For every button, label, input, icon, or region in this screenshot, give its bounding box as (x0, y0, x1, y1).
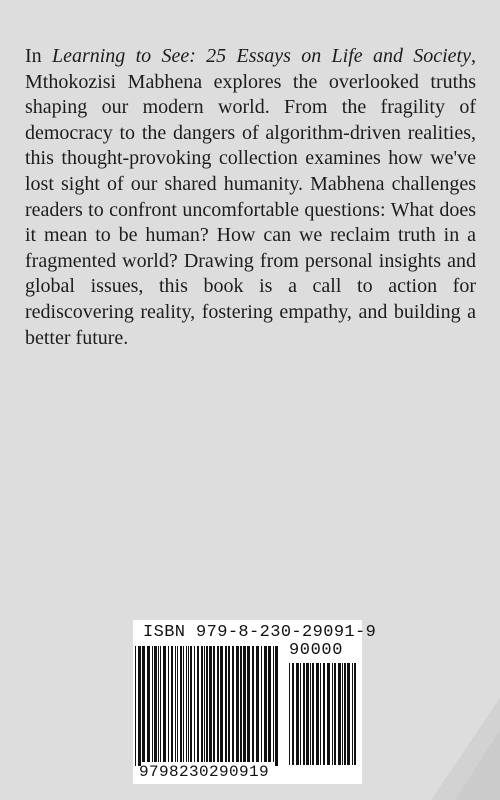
barcode-bar (142, 646, 145, 762)
barcode-bar (213, 646, 215, 762)
barcode-bar (306, 663, 309, 765)
barcode-bar (204, 646, 205, 762)
barcode-bar (310, 663, 311, 765)
blurb-intro: In (25, 45, 52, 67)
barcode-bar (292, 663, 294, 765)
barcode-bar (180, 646, 182, 762)
barcode-bar (186, 646, 187, 762)
ean-digits: 9798230290919 (139, 763, 270, 781)
barcode-bar (158, 646, 159, 762)
triangle-logo-icon (431, 690, 500, 800)
barcode-bar (312, 663, 314, 765)
barcode-bar (261, 646, 262, 762)
barcode-bar (209, 646, 212, 762)
barcode-bar (197, 646, 199, 762)
barcode-bar (175, 646, 176, 762)
barcode-bar (275, 646, 278, 766)
barcode-bar (190, 646, 192, 762)
barcode-bar (201, 646, 203, 762)
barcode-bar (138, 646, 141, 766)
barcode-bar (338, 663, 341, 765)
isbn-label: ISBN 979-8-230-29091-9 (143, 623, 377, 642)
barcode-bar (168, 646, 169, 762)
barcode-bar (247, 646, 250, 762)
barcode-bar (303, 663, 305, 765)
barcode-bar (177, 646, 178, 762)
barcode-bar (154, 646, 157, 762)
barcode-bar (273, 646, 274, 762)
barcode-bar (252, 646, 254, 762)
barcode-bar (225, 646, 227, 762)
barcode-bar (147, 646, 150, 762)
barcode-bar (264, 646, 267, 762)
barcode-bar (152, 646, 153, 762)
barcode-bar (289, 663, 290, 765)
barcode-bar (220, 646, 223, 762)
barcode-bar (268, 646, 271, 762)
barcode-icon (135, 646, 281, 766)
barcode-bar (135, 646, 136, 766)
barcode-bar (323, 663, 325, 765)
barcode-bar (243, 646, 246, 762)
barcode-bar (342, 663, 343, 765)
book-title: Learning to See: 25 Essays on Life and Society (51, 45, 471, 67)
barcode-bar (217, 646, 219, 762)
barcode-bar (316, 663, 319, 765)
barcode-bar (183, 646, 184, 762)
barcode-bar (256, 646, 259, 762)
barcode-bar (352, 663, 353, 765)
barcode-bar (332, 663, 333, 765)
barcode-bar (232, 646, 234, 762)
barcode-bar (344, 663, 346, 765)
barcode-bar (334, 663, 336, 765)
barcode-bar (160, 646, 161, 762)
barcode-bar (206, 646, 208, 762)
barcode-bar (194, 646, 195, 762)
barcode-bar (240, 646, 242, 762)
barcode-bar (354, 663, 356, 765)
barcode-bar (347, 663, 350, 765)
barcode-box (133, 620, 377, 784)
barcode-bar (320, 663, 321, 765)
addon-barcode-icon (289, 663, 360, 765)
book-description (25, 44, 476, 351)
blurb-body: , Mthokozisi Mabhena explores the overlooked truths shaping our modern world. From the fragility of democracy to the dangers of algorithm-driven realities, this thought-provoking collection examines how we've lost sight of our shared humanity. Mabhena challenges readers to confront uncomfortable questions: What does it mean to be human? How can we reclaim truth in a fragmented world? Drawing from personal insights and global issues, this book is a call to action for rediscovering reality, fostering empathy, and building a better future. (25, 45, 476, 349)
barcode-bar (300, 663, 301, 765)
barcode-bar (327, 663, 330, 765)
barcode-bar (171, 646, 173, 762)
barcode-bar (228, 646, 230, 762)
barcode-bar (296, 663, 299, 765)
barcode-bar (236, 646, 239, 762)
barcode-bar (163, 646, 166, 762)
price-code: 90000 (289, 641, 344, 660)
barcode-bar (188, 646, 189, 762)
